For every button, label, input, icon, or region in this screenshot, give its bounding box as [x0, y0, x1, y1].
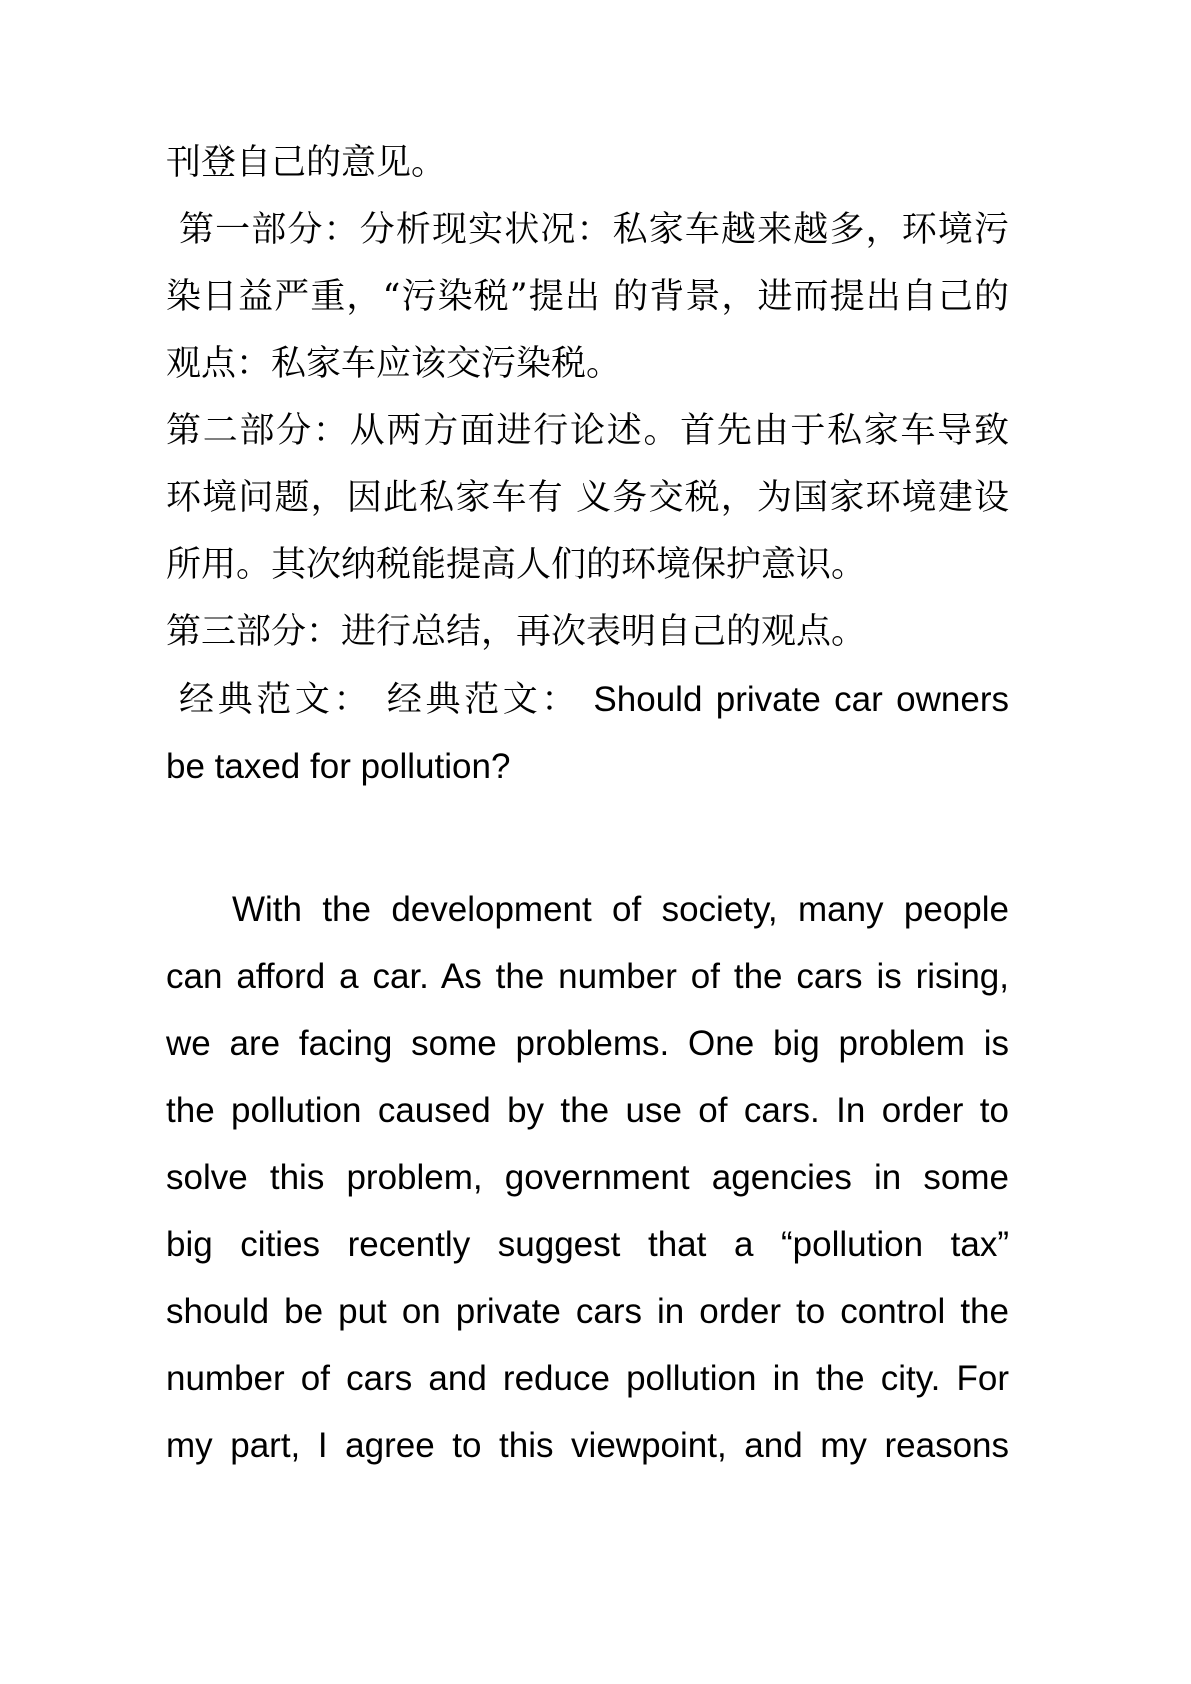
essay-body-line-9: my part, I agree to this viewpoint, and my reasons — [166, 1426, 1009, 1465]
essay-body-line-6: big cities recently suggest that a “pollution tax” — [166, 1225, 1009, 1264]
essay-body-line-4: the pollution caused by the use of cars. In order to — [166, 1091, 1009, 1130]
document-text-block — [166, 130, 1009, 1479]
outline-part2-line-1: 第二部分：从两方面进行论述。首先由于私家车导致 — [166, 411, 1009, 451]
sample-essay-label-2: 经典范文： — [372, 680, 581, 720]
outline-part2-line-2: 环境问题，因此私家车有 义务交税，为国家环境建设 — [166, 478, 1009, 518]
outline-part1-line-3: 观点：私家车应该交污染税。 — [166, 344, 622, 384]
essay-body-line-3: we are facing some problems. One big problem is — [166, 1024, 1009, 1063]
essay-body-line-5: solve this problem, government agencies in some — [166, 1158, 1009, 1197]
essay-title-en-part1: Should private car owners — [580, 680, 1009, 719]
essay-title-line-2: be taxed for pollution? — [166, 747, 511, 786]
outline-part2-line-3: 所用。其次纳税能提高人们的环境保护意识。 — [166, 545, 867, 585]
outline-part3-line: 第三部分：进行总结，再次表明自己的观点。 — [166, 612, 867, 652]
essay-title-line-1 — [166, 666, 1009, 733]
outline-part1-line-2: 染日益严重，“污染税”提出 的背景，进而提出自己的 — [166, 277, 1009, 317]
outline-intro-line: 刊登自己的意见。 — [166, 143, 447, 183]
blank-line — [166, 800, 1009, 876]
essay-body-line-2: can afford a car. As the number of the cars is rising, — [166, 957, 1009, 996]
essay-body-line-7: should be put on private cars in order to control the — [166, 1292, 1009, 1331]
outline-part1-line-1: 第一部分：分析现实状况：私家车越来越多，环境污 — [179, 210, 1009, 250]
essay-body-line-8: number of cars and reduce pollution in the city. For — [166, 1359, 1009, 1398]
sample-essay-label-1: 经典范文： — [179, 680, 373, 720]
essay-body-line-1: With the development of society, many people — [232, 890, 1009, 929]
